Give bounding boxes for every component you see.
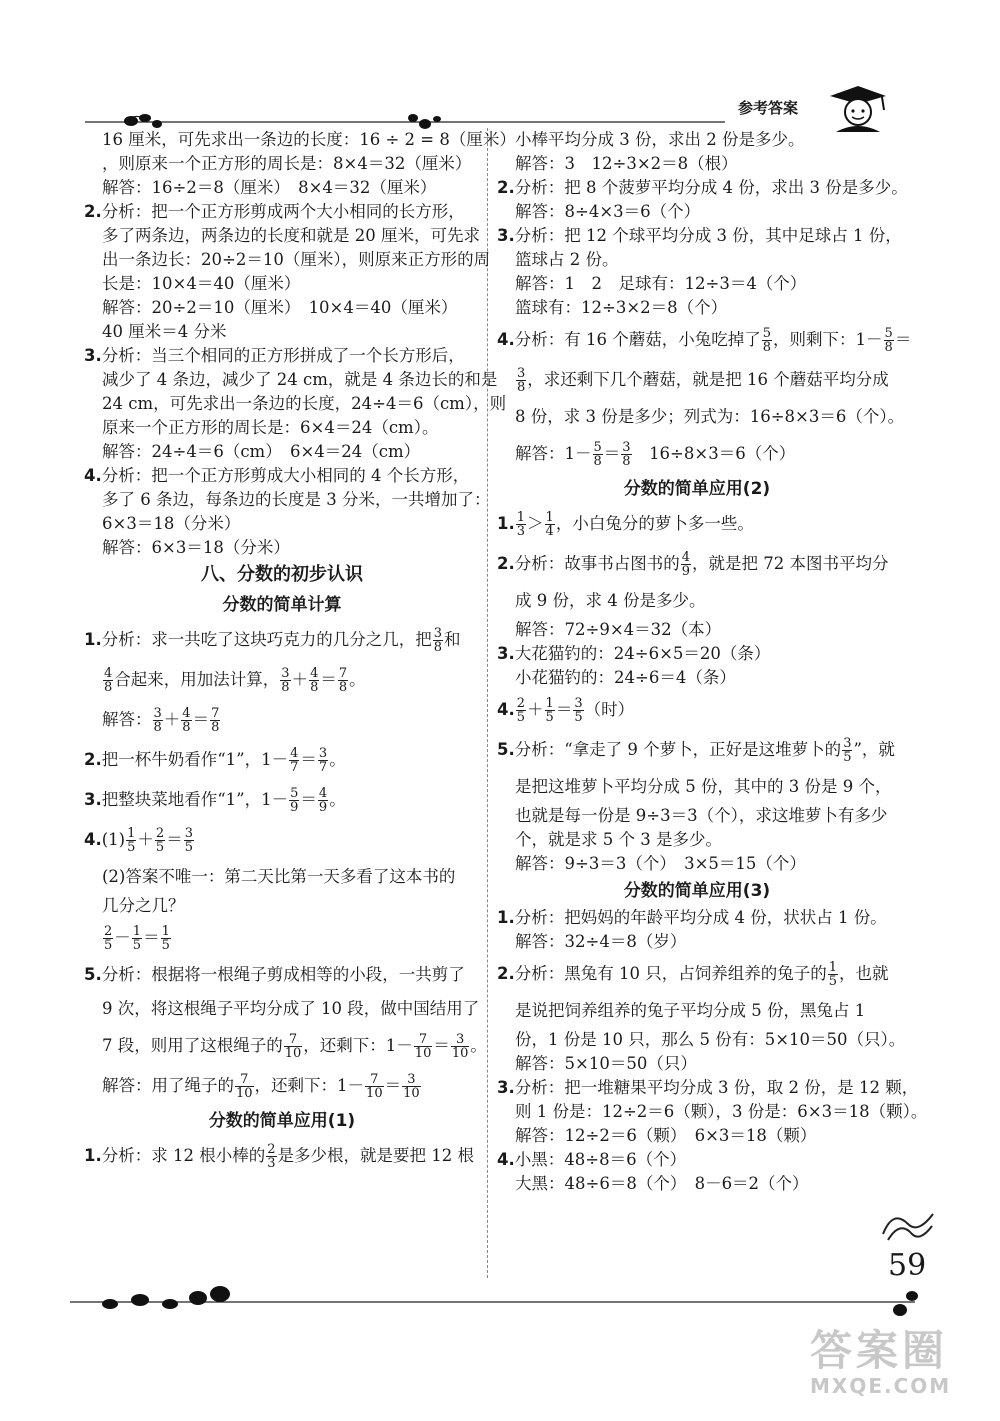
text-line: 篮球占 2 份。 <box>515 250 619 269</box>
text-line: 解答：12÷2＝6（颗） 6×3＝18（颗） <box>515 1126 817 1145</box>
text-line: 解答：1－ $\frac{5}{8}$ ＝ $\frac{3}{8}$ 16÷8×3＝6（个） <box>515 440 796 469</box>
text-line: 长是：10×4＝40（厘米） <box>102 274 301 293</box>
answer-item: 3.把整块菜地看作“1”，1－ $\frac{5}{9}$ ＝ $\frac{4}{9}$ 。 <box>84 786 346 815</box>
answer-item: 4.分析：把一个正方形剪成大小相同的 4 个长方形， <box>84 466 470 485</box>
text-line: 成 9 份，求 4 份是多少。 <box>515 591 706 610</box>
watermark <box>810 1318 951 1398</box>
text-line: 几分之几？ <box>102 896 185 915</box>
answer-item: 2.把一杯牛奶看作“1”，1－ $\frac{4}{7}$ ＝ $\frac{3}{7}$ 。 <box>84 746 346 775</box>
swirl-decoration-icon <box>878 1204 938 1244</box>
text-line: 出一条边长：20÷2＝10（厘米），则原来正方形的周 <box>102 250 491 269</box>
header-label: 参考答案 <box>738 99 799 117</box>
text-line: 小棒平均分成 3 份，求出 2 份是多少。 <box>515 130 805 149</box>
vine-decoration-bottom <box>70 1282 930 1322</box>
answer-item: 3.大花猫钓的：24÷6×5＝20（条） <box>497 644 771 663</box>
text-line: 16 厘米，可先求出一条边的长度：16 ÷ 2 = 8（厘米） <box>102 130 516 149</box>
text-line: $\frac{3}{8}$ ，求还剩下几个蘑菇，就是把 16 个蘑菇平均分成 <box>517 366 889 395</box>
text-line: 解答：20÷2＝10（厘米） 10×4＝40（厘米） <box>102 298 458 317</box>
graduate-mascot-icon <box>822 82 894 134</box>
section-title: 分数的简单应用(3) <box>623 881 771 901</box>
text-line: 大黑：48÷6＝8（个） 8－6＝2（个） <box>515 1174 809 1193</box>
watermark-main: 答案圈 <box>810 1326 949 1375</box>
text-line: 解答：用了绳子的 $\frac{7}{10}$ ，还剩下：1－ $\frac{7}{10}$ ＝ $\frac{3}{10}$ <box>102 1072 420 1101</box>
text-line: 24 cm，可先求出一条边的长度，24÷4＝6（cm），则 <box>102 394 507 413</box>
answer-item: 2.分析：把一个正方形剪成两个大小相同的长方形， <box>84 202 465 221</box>
text-line: 解答：8÷4×3＝6（个） <box>515 202 701 221</box>
page-number: 59 <box>888 1248 927 1283</box>
answer-item: 4.(1) $\frac{1}{5}$ ＋ $\frac{2}{5}$ ＝ $\frac{3}{5}$ <box>84 826 193 855</box>
text-line: 解答：24÷4＝6（cm） 6×4＝24（cm） <box>102 442 421 461</box>
chapter-title: 八、分数的初步认识 <box>201 564 363 585</box>
answer-item: 1.分析：求 12 根小棒的 $\frac{2}{3}$ 是多少根，就是要把 12 根 <box>84 1142 475 1171</box>
answer-item: 4.小黑：48÷8＝6（个） <box>497 1150 687 1169</box>
answer-item: 1.分析：把妈妈的年龄平均分成 4 份，状状占 1 份。 <box>497 908 887 927</box>
answer-item: 1.分析：求一共吃了这块巧克力的几分之几，把 $\frac{3}{8}$ 和 <box>84 626 461 655</box>
text-line: (2)答案不唯一：第二天比第一天多看了这本书的 <box>102 867 456 886</box>
text-line: $\frac{2}{5}$ － $\frac{1}{5}$ ＝ $\frac{1}{5}$ <box>104 924 170 953</box>
text-line: 篮球有：12÷3×2＝8（个） <box>515 298 728 317</box>
text-line: 多了 6 条边，每条边的长度是 3 分米，一共增加了： <box>102 490 491 509</box>
fraction: $\frac{3}{8}$ <box>433 626 443 655</box>
text-line: 解答：16÷2＝8（厘米） 8×4＝32（厘米） <box>102 178 437 197</box>
section-title: 分数的简单应用(1) <box>208 1111 356 1131</box>
text-line: 40 厘米＝4 分米 <box>102 322 227 341</box>
answer-item: 5.分析：根据将一根绳子剪成相等的小段，一共剪了 <box>84 965 465 984</box>
section-title: 分数的简单计算 <box>222 595 342 615</box>
right-column <box>497 128 928 1196</box>
text-line: 6×3＝18（分米） <box>102 514 241 533</box>
answer-item: 4. $\frac{2}{5}$ ＋ $\frac{1}{5}$ ＝ $\frac{3}{5}$ （时） <box>497 696 635 725</box>
text-line: 解答：3 12÷3×2＝8（根） <box>515 154 738 173</box>
text-line: $\frac{4}{8}$ 合起来，用加法计算， $\frac{3}{8}$ ＋ $\frac{4}{8}$ ＝ $\frac{7}{8}$ 。 <box>104 666 366 695</box>
text-line: 是说把饲养组养的兔子平均分成 5 份，黑兔占 1 <box>515 1001 866 1020</box>
text-line: 多了两条边，两条边的长度和就是 20 厘米，可先求 <box>102 226 480 245</box>
answer-item: 2.分析：故事书占图书的 $\frac{4}{9}$ ，就是把 72 本图书平均分 <box>497 550 889 579</box>
answer-item: 4.分析：有 16 个蘑菇，小兔吃掉了 $\frac{5}{8}$ ，则剩下：1－ $\frac{5}{8}$ ＝ <box>497 326 912 355</box>
text-line: 解答： $\frac{3}{8}$ ＋ $\frac{4}{8}$ ＝ $\frac{7}{8}$ <box>102 706 220 735</box>
answer-item: 3.分析：把一堆糖果平均分成 3 份，取 2 份，是 12 颗， <box>497 1078 919 1097</box>
text-line: 8 份，求 3 份是多少；列式为：16÷8×3＝6（个）。 <box>515 407 905 426</box>
text-line: 解答：6×3＝18（分米） <box>102 538 290 557</box>
fraction: $\frac{4}{8}$ <box>104 666 113 695</box>
text-line: 也就是每一份是 9÷3＝3（个），求这堆萝卜有多少 <box>515 806 888 825</box>
answer-item: 1. $\frac{1}{3}$ ＞ $\frac{1}{4}$ ，小白兔分的萝卜多一些。 <box>497 510 754 539</box>
watermark-sub: MXQE.COM <box>810 1374 952 1398</box>
text-line: 解答：32÷4＝8（岁） <box>515 932 687 951</box>
text-line: 解答：72÷9×4＝32（本） <box>515 620 722 639</box>
text-line: 7 段，则用了这根绳子的 $\frac{7}{10}$ ，还剩下：1－ $\frac{7}{10}$ ＝ $\frac{3}{10}$ 。 <box>102 1032 487 1061</box>
answer-item: 2.分析：黑兔有 10 只，占饲养组养的兔子的 $\frac{1}{5}$ ，也就 <box>497 960 889 989</box>
left-column <box>84 128 516 1176</box>
answer-item: 3.分析：当三个相同的正方形拼成了一个长方形后， <box>84 346 465 365</box>
text-line: 解答：1 2 足球有：12÷3＝4（个） <box>515 274 807 293</box>
text-line: 份，1 份是 10 只，那么 5 份有：5×10＝50（只）。 <box>515 1030 906 1049</box>
text-line: ，则原来一个正方形的周长是：8×4＝32（厘米） <box>102 154 472 173</box>
text-line: 则 1 份是：12÷2＝6（颗），3 份是：6×3＝18（颗）。 <box>515 1102 928 1121</box>
text-line: 减少了 4 条边，减少了 24 cm，就是 4 条边长的和是 <box>102 370 498 389</box>
text-line: 9 次，将这根绳子平均分成了 10 段，做中国结用了 <box>102 999 480 1018</box>
text-line: 小花猫钓的：24÷6＝4（条） <box>515 668 736 687</box>
text-line: 解答：9÷3＝3（个） 3×5＝15（个） <box>515 854 806 873</box>
text-line: 解答：5×10＝50（只） <box>515 1054 697 1073</box>
column-divider <box>487 128 488 1278</box>
text-line: 是把这堆萝卜平均分成 5 份，其中的 3 份是 9 个， <box>515 777 892 796</box>
text-line: 原来一个正方形的周长是：6×4＝24（cm）。 <box>102 418 439 437</box>
answer-item: 3.分析：把 12 个球平均分成 3 份，其中足球占 1 份， <box>497 226 902 245</box>
text-line: 个，就是求 5 个 3 是多少。 <box>515 830 722 849</box>
answer-item: 2.分析：把 8 个菠萝平均分成 4 份，求出 3 份是多少。 <box>497 178 908 197</box>
section-title: 分数的简单应用(2) <box>623 479 771 499</box>
answer-item: 5.分析：“拿走了 9 个萝卜，正好是这堆萝卜的 $\frac{3}{5}$ ”，就 <box>497 736 895 765</box>
